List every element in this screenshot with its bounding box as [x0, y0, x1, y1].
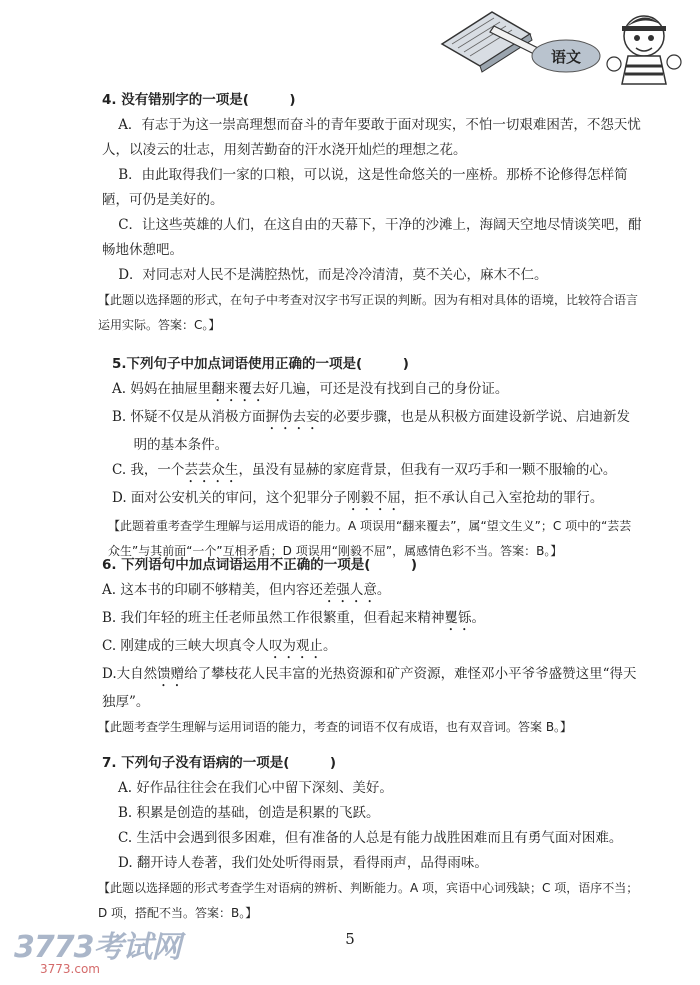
- dotted-term: 芸芸众生: [184, 462, 239, 478]
- option-a: A. 这本书的印刷不够精美，但内容还差强人意。: [102, 582, 391, 598]
- question-stem: 5.下列句子中加点词语使用正确的一项是( ): [112, 356, 409, 372]
- option-c: C．让这些英雄的人们，在这自由的天幕下，干净的沙滩上，海阔天空地尽情谈笑吧，酣畅地休憩吧。: [102, 217, 642, 258]
- watermark-brand: 3773考试网: [14, 930, 181, 965]
- question-stem: 7. 下列句子没有语病的一项是( ): [102, 755, 337, 771]
- site-watermark: [14, 922, 181, 976]
- question-4: [98, 88, 642, 338]
- answer-note: 【此题考查学生理解与运用词语的能力，考查的词语不仅有成语，也有双音词。答案 B。】: [98, 720, 573, 734]
- option-b: B．由此取得我们一家的口粮，可以说，这是性命悠关的一座桥。那桥不论修得怎样简陋，可仍是美好的。: [102, 167, 628, 208]
- option-a: A．有志于为这一崇高理想而奋斗的青年要敢于面对现实，不怕一切艰难困苦，不怨天忧人，以凌云的壮志，用刻苦勤奋的汗水浇开灿烂的理想之花。: [102, 117, 641, 158]
- dotted-term: 差强人意: [322, 582, 377, 598]
- option-b: B. 怀疑不仅是从消极方面摒伪去妄的必要步骤，也是从积极方面建设新学说、启迪新发明的基本条件。: [112, 409, 631, 453]
- dotted-term: 馈赠: [157, 666, 185, 682]
- option-d: D. 翻开诗人卷著，我们处处听得雨景，看得雨声，品得雨味。: [118, 855, 488, 871]
- question-7: [98, 751, 642, 926]
- option-d: D．对同志对人民不是满腔热忱，而是冷冷清清，莫不关心，麻木不仁。: [118, 267, 548, 283]
- page-number: 5: [345, 930, 355, 948]
- header-illustration: [432, 4, 694, 86]
- dotted-term: 摒伪去妄: [265, 409, 320, 425]
- watermark-url: 3773.com: [40, 962, 100, 976]
- dotted-term: 刚毅不屈: [346, 490, 401, 506]
- answer-note: 【此题以选择题的形式考查学生对语病的辨析、判断能力。A 项，宾语中心词残缺；C 项，语序不当；D 项，搭配不当。答案：B。】: [98, 881, 639, 920]
- option-d: D.大自然馈赠给了攀枝花人民丰富的光热资源和矿产资源，难怪邓小平爷爷盛赞这里“得天独厚”。: [102, 666, 637, 710]
- answer-note: 【此题着重考查学生理解与运用成语的能力。A 项误用“翻来覆去”，属“望文生义”；C 项中的“芸芸众生”与其前面“一个”互相矛盾；D 项误用“刚毅不屈”，属感情色彩不当。答案：B。】: [108, 519, 632, 558]
- question-stem: 4. 没有错别字的一项是( ): [102, 92, 296, 108]
- option-b: B. 我们年轻的班主任老师虽然工作很繁重，但看起来精神矍铄。: [102, 610, 486, 626]
- dotted-term: 叹为观止: [268, 638, 323, 654]
- subject-badge: [532, 40, 600, 72]
- option-a: A. 好作品往往会在我们心中留下深刻、美好。: [118, 780, 393, 796]
- option-c: C. 生活中会遇到很多困难，但有准备的人总是有能力战胜困难而且有勇气面对困难。: [118, 830, 623, 846]
- option-c: C. 我，一个芸芸众生，虽没有显赫的家庭背景，但我有一双巧手和一颗不服输的心。: [112, 462, 617, 478]
- option-d: D. 面对公安机关的审问，这个犯罪分子刚毅不屈，拒不承认自己入室抢劫的罪行。: [112, 490, 604, 506]
- question-stem: 6. 下列语句中加点词语运用不正确的一项是( ): [102, 557, 418, 573]
- dotted-term: 矍铄: [444, 610, 472, 626]
- option-c: C. 刚建成的三峡大坝真令人叹为观止。: [102, 638, 337, 654]
- question-5: [108, 352, 642, 564]
- subject-label: 语文: [550, 48, 582, 66]
- cartoon-kid-icon: [607, 16, 681, 84]
- option-b: B. 积累是创造的基础，创造是积累的飞跃。: [118, 805, 380, 821]
- dotted-term: 翻来覆去: [211, 381, 266, 397]
- question-6: [98, 553, 642, 740]
- option-a: A. 妈妈在抽屉里翻来覆去好几遍，可还是没有找到自己的身份证。: [112, 381, 509, 397]
- answer-note: 【此题以选择题的形式，在句子中考查对汉字书写正误的判断。因为有相对具体的语境，比较符合语言运用实际。答案：C。】: [98, 293, 639, 332]
